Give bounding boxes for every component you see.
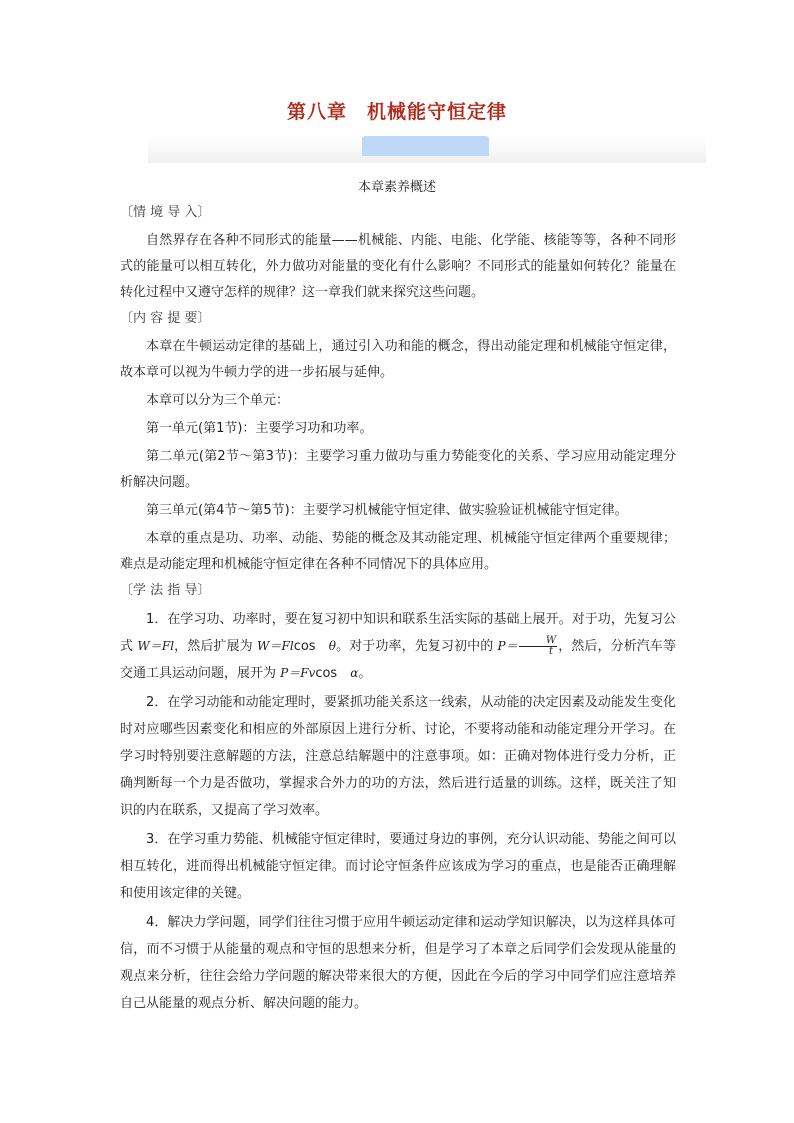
method-item-3: 3．在学习重力势能、机械能守恒定律时，要通过身边的事例，充分认识动能、势能之间可以相互转化，进而得出机械能守恒定律。而讨论守恒条件应该成为学习的重点，也是能否正确理解和使用该定律的关键。 [120, 832, 676, 901]
formula-work-extended: W＝Fl [256, 639, 294, 653]
content-paragraph: 第二单元(第2节～第3节)：主要学习重力做功与重力势能变化的关系、学习应用动能定理分析解决问题。 [120, 449, 676, 490]
content-paragraph: 本章的重点是功、功率、动能、势能的概念及其动能定理、机械能守恒定律两个重要规律；难点是动能定理和机械能守恒定律在各种不同情况下的具体应用。 [120, 531, 676, 572]
content-paragraph: 本章在牛顿运动定律的基础上，通过引入功和能的概念，得出动能定理和机械能守恒定律，故本章可以视为牛顿力学的进一步拓展与延伸。 [120, 339, 676, 380]
formula-work-basic: W＝Fl [137, 639, 175, 653]
chapter-title: 第八章 机械能守恒定律 [286, 101, 507, 123]
formula-power-basic: P＝ [497, 639, 518, 653]
section-heading-content: 〔内 容 提 要〕 [120, 311, 211, 326]
intro-paragraph: 自然界存在各种不同形式的能量——机械能、内能、电能、化学能、核能等等，各种不同形式的能量可以相互转化，外力做功对能量的变化有什么影响？不同形式的能量如何转化？能量在转化过程中又遵守怎样的规律？这一章我们就来探究这些问题。 [120, 233, 676, 300]
header-band-tab [362, 136, 489, 156]
chapter-subtitle: 本章素养概述 [357, 180, 436, 195]
content-paragraph: 第一单元(第1节)：主要学习功和功率。 [146, 421, 373, 436]
section-heading-intro: 〔情 境 导 入〕 [120, 205, 211, 220]
section-heading-method: 〔学 法 指 导〕 [120, 583, 211, 598]
fraction-w-over-t: $\frac{W}{t}$ [519, 636, 557, 657]
method-item-1: 1．在学习功、功率时，要在复习初中知识和联系生活实际的基础上展开。对于功，先复习公式 W＝Fl，然后扩展为 W＝Flcos θ。对于功率，先复习初中的 P＝ $\frac{W}{t}$ ，然后，分析汽车等交通工具运动问题，展开为 P＝Fvcos α。 [120, 612, 676, 681]
method-item-2: 2．在学习动能和动能定理时，要紧抓功能关系这一线索，从动能的决定因素及动能发生变化时对应哪些因素变化和相应的外部原因上进行分析、讨论，不要将动能和动能定理分开学习。在学习时特别要注意解题的方法，注意总结解题中的注意事项。如：正确对物体进行受力分析，正确判断每一个力是否做功，掌握求合外力的功的方法，然后进行适量的训练。这样，既关注了知识的内在联系，又提高了学习效率。 [120, 695, 676, 818]
formula-power-extended: P＝Fv [280, 666, 316, 680]
method-item-4: 4．解决力学问题，同学们往往习惯于应用牛顿运动定律和运动学知识解决，以为这样具体可信，而不习惯于从能量的观点和守恒的思想来分析，但是学习了本章之后同学们会发现从能量的观点来分析，往往会给力学问题的解决带来很大的方便，因此在今后的学习中同学们应注意培养自己从能量的观点分析、解决问题的能力。 [120, 915, 676, 1011]
content-body [120, 202, 676, 1019]
content-paragraph: 本章可以分为三个单元： [146, 393, 290, 408]
content-paragraph: 第三单元(第4节～第5节)：主要学习机械能守恒定律、做实验验证机械能守恒定律。 [146, 503, 628, 518]
